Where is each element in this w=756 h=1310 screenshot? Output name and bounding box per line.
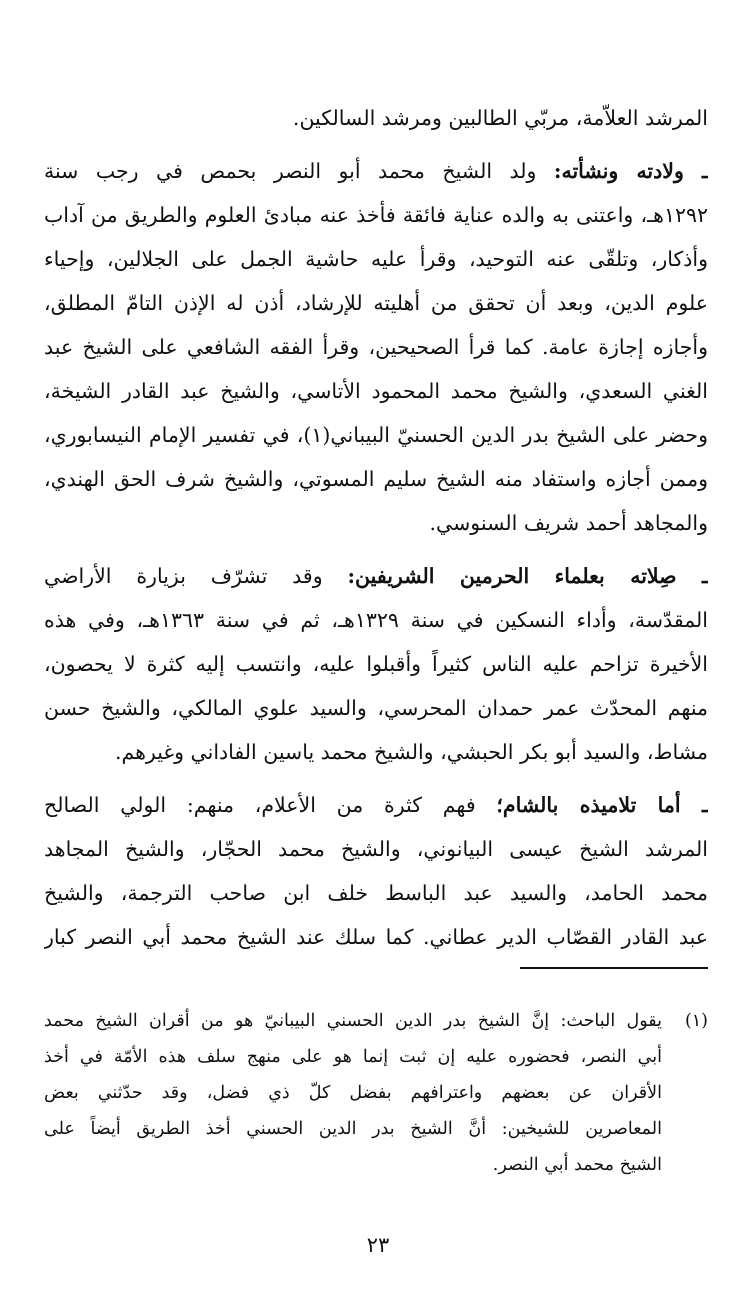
footnote-line: الشيخ محمد أبي النصر. — [492, 1155, 662, 1175]
footnote-line: المعاصرين للشيخين: أنَّ الشيخ بدر الدين الحسني أخذ الطريق أيضاً على — [44, 1119, 662, 1139]
students-first-line — [44, 785, 708, 825]
paragraph-line: وأجازه إجازة عامة. كما قرأ الصحيحين، وقرأ الفقه الشافعي على الشيخ عبد — [44, 335, 708, 359]
intro-line: المرشد العلاّمة، مربّي الطالبين ومرشد السالكين. — [292, 106, 708, 130]
students-text: فهم كثرة من الأعلام، منهم: الولي الصالح — [44, 793, 497, 817]
page-number: ٢٣ — [366, 1233, 390, 1257]
birth-heading: ـ ولادته ونشأته: — [553, 159, 708, 183]
paragraph-line: وممن أجازه واستفاد منه الشيخ سليم المسوتي، والشيخ شرف الحق الهندي، — [44, 467, 708, 491]
birth-first-line — [44, 151, 708, 191]
paragraph-line: منهم المحدّث عمر حمدان المحرسي، والسيد علوي المالكي، والشيخ حسن — [44, 696, 708, 720]
students-heading: ـ أما تلاميذه بالشام؛ — [496, 793, 708, 817]
paragraph-line: مشاط، والسيد أبو بكر الحبشي، والشيخ محمد ياسين الفاداني وغيرهم. — [114, 740, 708, 764]
haramain-text: وقد تشرّف بزيارة الأراضي — [44, 564, 348, 588]
paragraph-line: محمد الحامد، والسيد عبد الباسط خلف ابن صاحب الترجمة، والشيخ — [44, 881, 708, 905]
paragraph-line: والمجاهد أحمد شريف السنوسي. — [429, 511, 708, 535]
paragraph-line: المرشد الشيخ عيسى البيانوني، والشيخ محمد الحجّار، والشيخ المجاهد — [44, 837, 708, 861]
footnote-line: أبي النصر، فحضوره عليه إن ثبت إنما هو على منهج سلف هذه الأمّة في أخذ — [44, 1047, 662, 1067]
footnote-line: الأقران عن بعضهم واعترافهم بفضل كلّ ذي فضل، وقد حدّثني بعض — [44, 1083, 662, 1103]
haramain-heading: ـ صِلاته بعلماء الحرمين الشريفين: — [347, 564, 708, 588]
paragraph-line: ١٢٩٢هـ، واعتنى به والده عناية فائقة فأخذ عنه مبادئ العلوم والطريق من آداب — [44, 203, 708, 227]
paragraph-line: وأذكار، وتلقّى عنه التوحيد، وقرأ عليه حاشية الجمل على الجلالين، وإحياء — [44, 247, 708, 271]
paragraph-line: عبد القادر القصّاب الدير عطاني. كما سلك عند الشيخ محمد أبي النصر كبار — [44, 925, 708, 949]
paragraph-line: علوم الدين، وبعد أن تحقق من أهليته للإرشاد، أذن له الإذن التامّ المطلق، — [44, 291, 708, 315]
paragraph-line: وحضر على الشيخ بدر الدين الحسنيّ البيباني(١)، في تفسير الإمام النيسابوري، — [44, 423, 708, 447]
paragraph-line: المقدّسة، وأداء النسكين في سنة ١٣٢٩هـ، ثم في سنة ١٣٦٣هـ، وفي هذه — [44, 608, 708, 632]
haramain-first-line — [44, 556, 708, 596]
paragraph-line: الغني السعدي، والشيخ محمد المحمود الأتاسي، والشيخ عبد القادر الشيخة، — [44, 379, 708, 403]
footnote-line: يقول الباحث: إنَّ الشيخ بدر الدين الحسني البيبانيّ هو من أقران الشيخ محمد — [44, 1011, 662, 1031]
footnote-separator — [520, 967, 708, 969]
birth-text: ولد الشيخ محمد أبو النصر بحمص في رجب سنة — [44, 159, 554, 183]
paragraph-line: الأخيرة تزاحم عليه الناس كثيراً وأقبلوا عليه، وانتسب إليه كثرة لا يحصون، — [44, 652, 708, 676]
footnote-number: (١) — [684, 1011, 708, 1031]
